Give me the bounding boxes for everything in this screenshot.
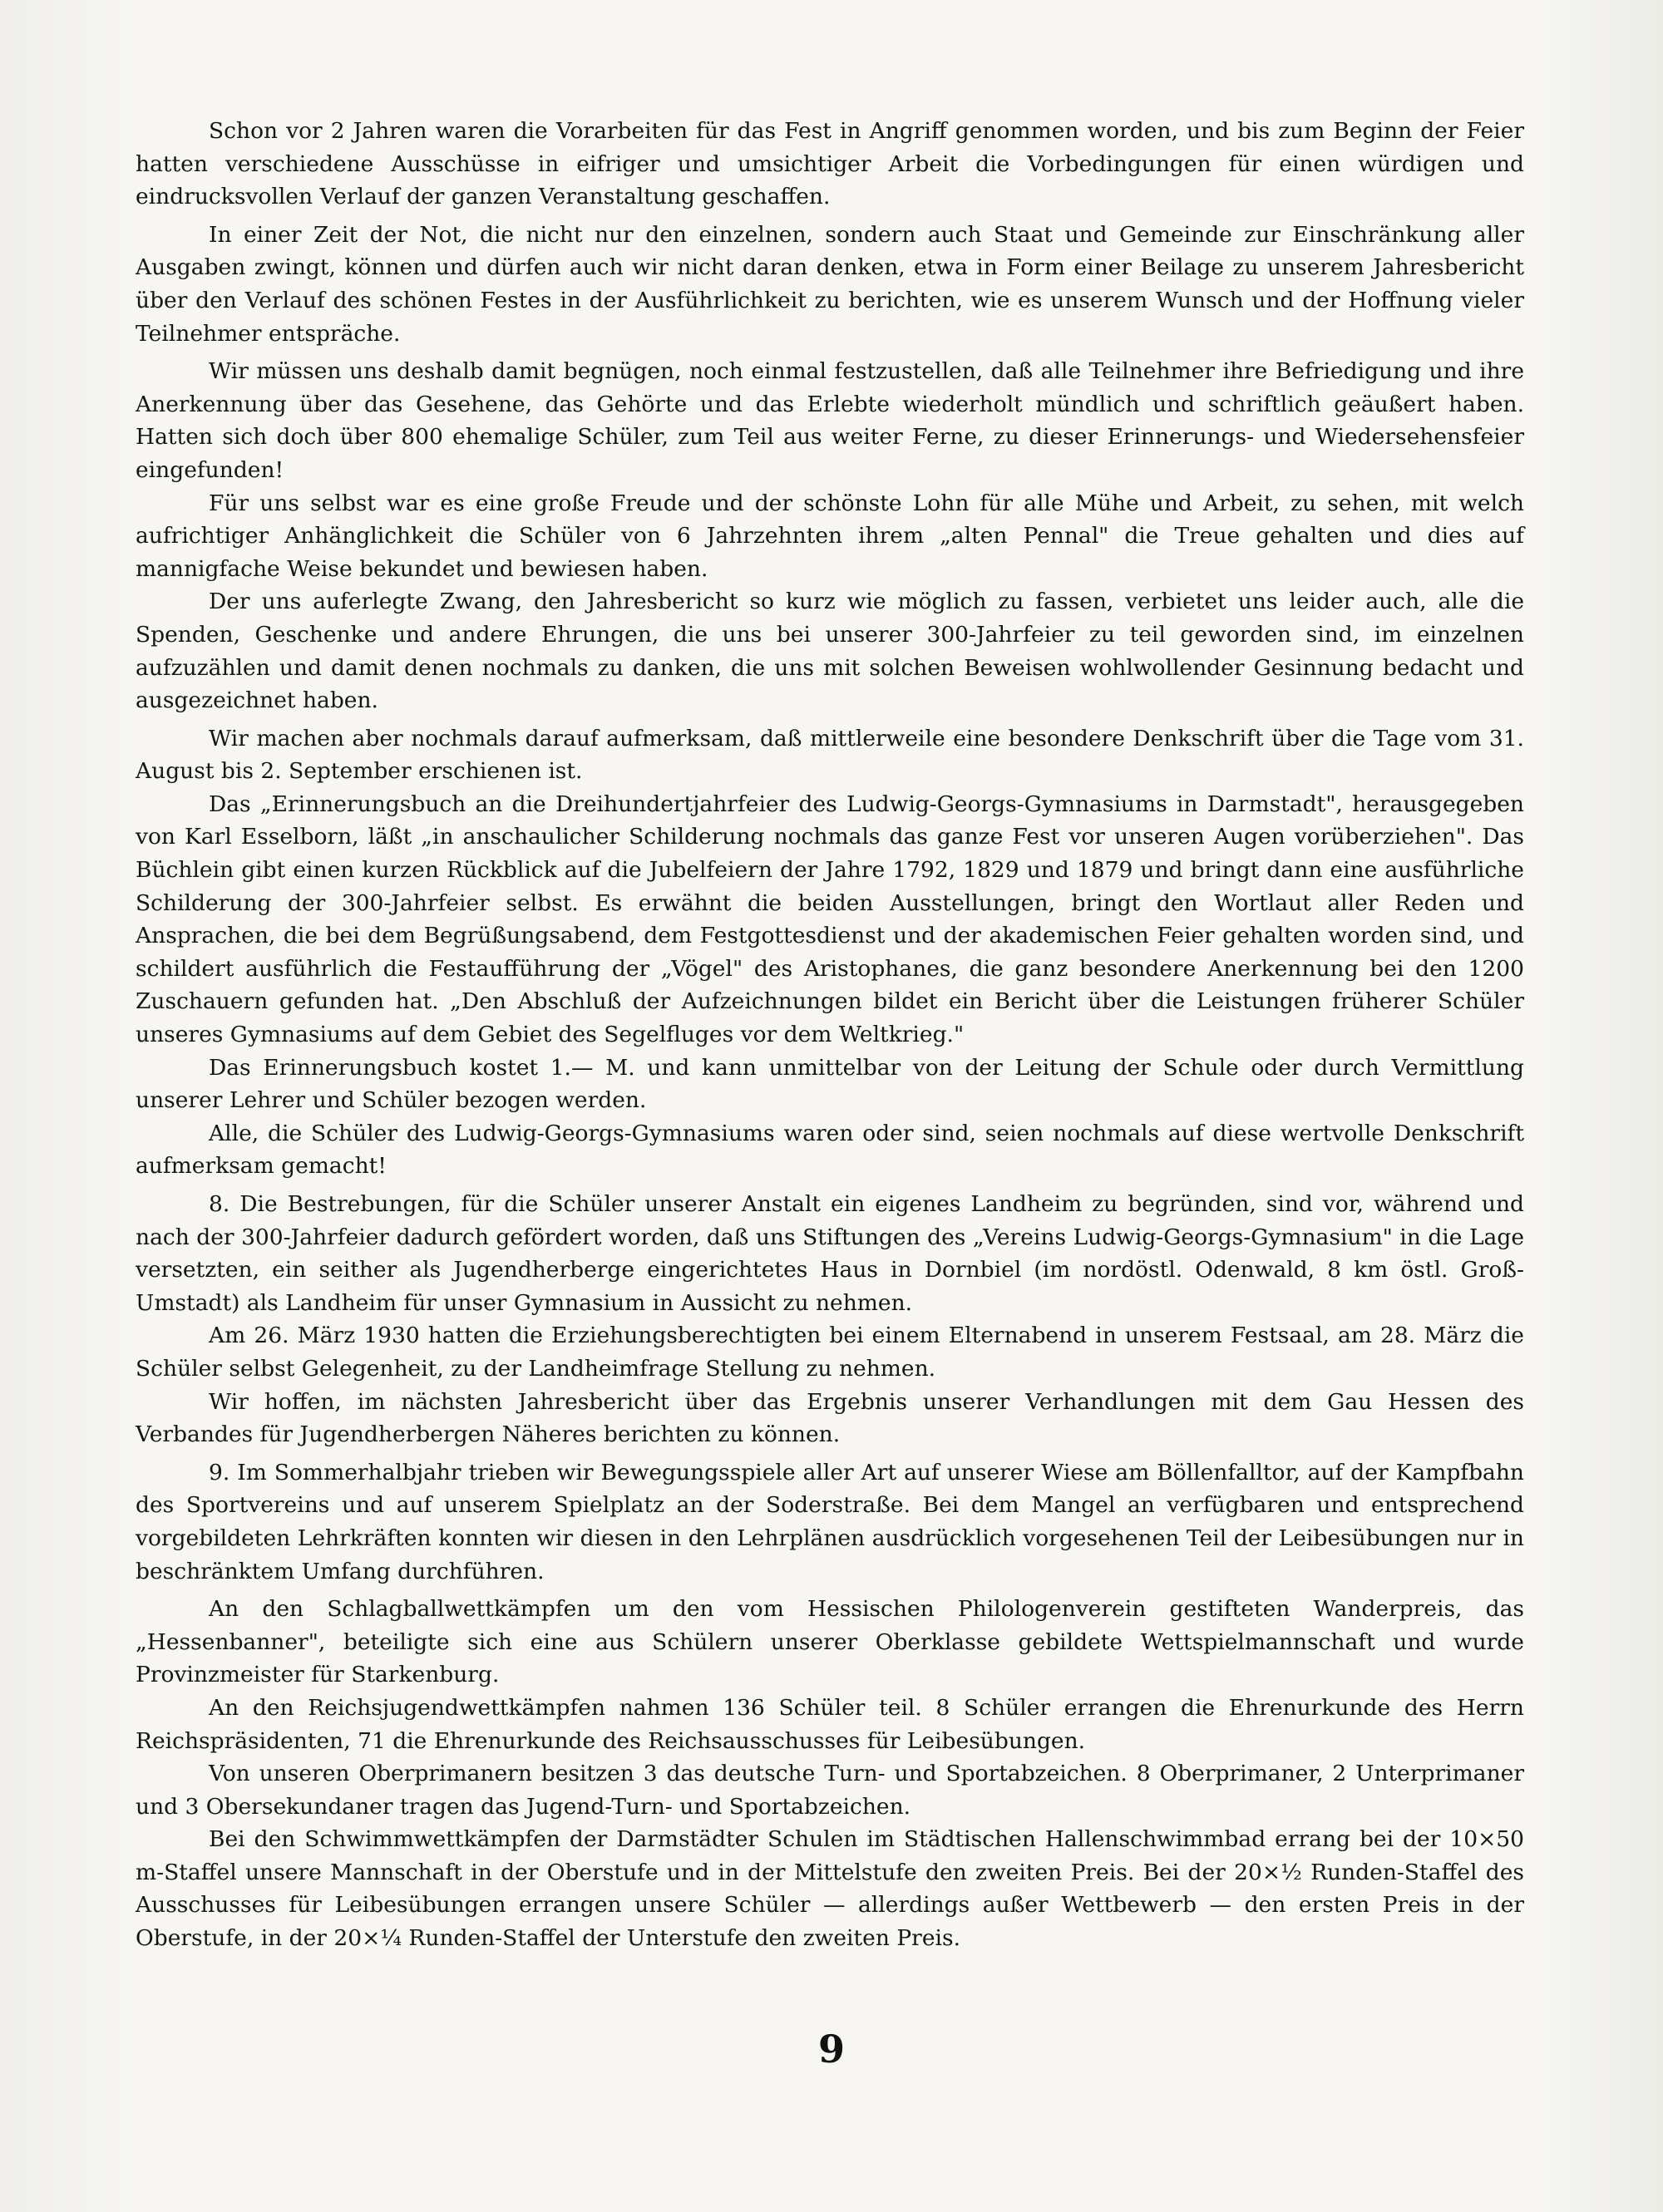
- paragraph-memorial-book: Das „Erinnerungsbuch an die Dreihundertjahrfeier des Ludwig-Georgs-Gymnasiums in Darmstadt", herausgegeben von Karl Esselborn, läßt „in anschaulicher Schilderung nochmals das ganze Fest vor unseren Augen vorüberziehen". Das Büchlein gibt einen kurzen Rückblick auf die Jubelfeiern der Jahre 1792, 1829 und 1879 und bringt dann eine ausführliche Schilderung der 300-Jahrfeier selbst. Es erwähnt die beiden Ausstellungen, bringt den Wortlaut aller Reden und Ansprachen, die bei dem Begrüßungsabend, dem Festgottesdienst und der akademischen Feier gehalten worden sind, und schildert ausführlich die Festaufführung der „Vögel" des Aristophanes, die ganz besondere Anerkennung bei den 1200 Zuschauern gefunden hat. „Den Abschluß der Aufzeichnungen bildet ein Bericht über die Leistungen früherer Schüler unseres Gymnasiums auf dem Gebiet des Segelfluges vor dem Weltkrieg.": [136, 791, 1524, 1048]
- paragraph-joy: Für uns selbst war es eine große Freude und der schönste Lohn für alle Mühe und Arbeit, zu sehen, mit welch aufrichtiger Anhänglichkeit die Schüler von 6 Jahrzehnten ihrem „alten Pennal" die Treue gehalten und dies auf mannigfache Weise bekundet und bewiesen haben.: [136, 490, 1524, 582]
- paragraph-preparations: Schon vor 2 Jahren waren die Vorarbeiten für das Fest in Angriff genommen worden, und bis zum Beginn der Feier hatten verschiedene Ausschüsse in eifriger und umsichtiger Arbeit die Vorbedingungen für einen würdigen und eindrucksvollen Verlauf der ganzen Veranstaltung geschaffen.: [136, 118, 1524, 210]
- paragraph-sports: 9. Im Sommerhalbjahr trieben wir Bewegungsspiele aller Art auf unserer Wiese am Böllenfalltor, auf der Kampfbahn des Sportvereins und auf unserem Spielplatz an der Soderstraße. Bei dem Mangel an verfügbaren und entsprechend vorgebildeten Lehrkräften konnten wir diesen in den Lehrplänen ausdrücklich vorgesehenen Teil der Leibesübungen nur in beschränktem Umfang durchführen.: [136, 1459, 1524, 1584]
- paragraph-landheim: 8. Die Bestrebungen, für die Schüler unserer Anstalt ein eigenes Landheim zu begründen, sind vor, während und nach der 300-Jahrfeier dadurch gefördert worden, daß uns Stiftungen des „Vereins Ludwig-Georgs-Gymnasium" in die Lage versetzten, ein seither als Jugendherberge eingerichtetes Haus in Dornbiel (im nordöstl. Odenwald, 8 km östl. Groß-Umstadt) als Landheim für unser Gymnasium in Aussicht zu nehmen.: [136, 1191, 1524, 1316]
- body-text: [136, 115, 1524, 1955]
- paragraph-book-price: Das Erinnerungsbuch kostet 1.— M. und kann unmittelbar von der Leitung der Schule oder durch Vermittlung unserer Lehrer und Schüler bezogen werden.: [136, 1054, 1524, 1114]
- paragraph-sportabzeichen: Von unseren Oberprimanern besitzen 3 das deutsche Turn- und Sportabzeichen. 8 Oberprimaner, 2 Unterprimaner und 3 Obersekundaner tragen das Jugend-Turn- und Sportabzeichen.: [136, 1761, 1524, 1820]
- paragraph-swimming: Bei den Schwimmwettkämpfen der Darmstädter Schulen im Städtischen Hallenschwimmbad errang bei der 10×50 m-Staffel unsere Mannschaft in der Oberstufe und in der Mittelstufe den zweiten Preis. Bei der 20×½ Runden-Staffel des Ausschusses für Leibesübungen errangen unsere Schüler — allerdings außer Wettbewerb — den ersten Preis in der Oberstufe, in der 20×¼ Runden-Staffel der Unterstufe den zweiten Preis.: [136, 1826, 1524, 1952]
- paragraph-memorial-notice: Wir machen aber nochmals darauf aufmerksam, daß mittlerweile eine besondere Denkschrift über die Tage vom 31. August bis 2. September erschienen ist.: [136, 725, 1524, 785]
- paragraph-appeal: Alle, die Schüler des Ludwig-Georgs-Gymnasiums waren oder sind, seien nochmals auf diese wertvolle Denkschrift aufmerksam gemacht!: [136, 1120, 1524, 1180]
- paragraph-satisfaction: Wir müssen uns deshalb damit begnügen, noch einmal festzustellen, daß alle Teilnehmer ihre Befriedigung und ihre Anerkennung über das Gesehene, das Gehörte und das Erlebte wiederholt mündlich und schriftlich geäußert haben. Hatten sich doch über 800 ehemalige Schüler, zum Teil aus weiter Ferne, zu dieser Erinnerungs- und Wiedersehensfeier eingefunden!: [136, 358, 1524, 483]
- paragraph-parents-evening: Am 26. März 1930 hatten die Erziehungsberechtigten bei einem Elternabend in unserem Festsaal, am 28. März die Schüler selbst Gelegenheit, zu der Landheimfrage Stellung zu nehmen.: [136, 1323, 1524, 1382]
- paragraph-constraint: Der uns auferlegte Zwang, den Jahresbericht so kurz wie möglich zu fassen, verbietet uns leider auch, alle die Spenden, Geschenke und andere Ehrungen, die uns bei unserer 300-Jahrfeier zu teil geworden sind, im einzelnen aufzuzählen und damit denen nochmals zu danken, die uns mit solchen Beweisen wohlwollender Gesinnung bedacht und ausgezeichnet haben.: [136, 589, 1524, 714]
- paragraph-reichsjugend: An den Reichsjugendwettkämpfen nahmen 136 Schüler teil. 8 Schüler errangen die Ehrenurkunde des Herrn Reichspräsidenten, 71 die Ehrenurkunde des Reichsausschusses für Leibesübungen.: [136, 1694, 1524, 1754]
- paragraph-schlagball: An den Schlagballwettkämpfen um den vom Hessischen Philologenverein gestifteten Wanderpreis, das „Hessenbanner", beteiligte sich eine aus Schülern unserer Oberklasse gebildete Wettspielmannschaft und wurde Provinzmeister für Starkenburg.: [136, 1596, 1524, 1688]
- paragraph-time-of-need: In einer Zeit der Not, die nicht nur den einzelnen, sondern auch Staat und Gemeinde zur Einschränkung aller Ausgaben zwingt, können und dürfen auch wir nicht daran denken, etwa in Form einer Beilage zu unserem Jahresbericht über den Verlauf des schönen Festes in der Ausführlichkeit zu berichten, wie es unserem Wunsch und der Hoffnung vieler Teilnehmer entspräche.: [136, 221, 1524, 347]
- paragraph-hope: Wir hoffen, im nächsten Jahresbericht über das Ergebnis unserer Verhandlungen mit dem Gau Hessen des Verbandes für Jugendherbergen Näheres berichten zu können.: [136, 1388, 1524, 1448]
- page-number: 9: [817, 2027, 845, 2072]
